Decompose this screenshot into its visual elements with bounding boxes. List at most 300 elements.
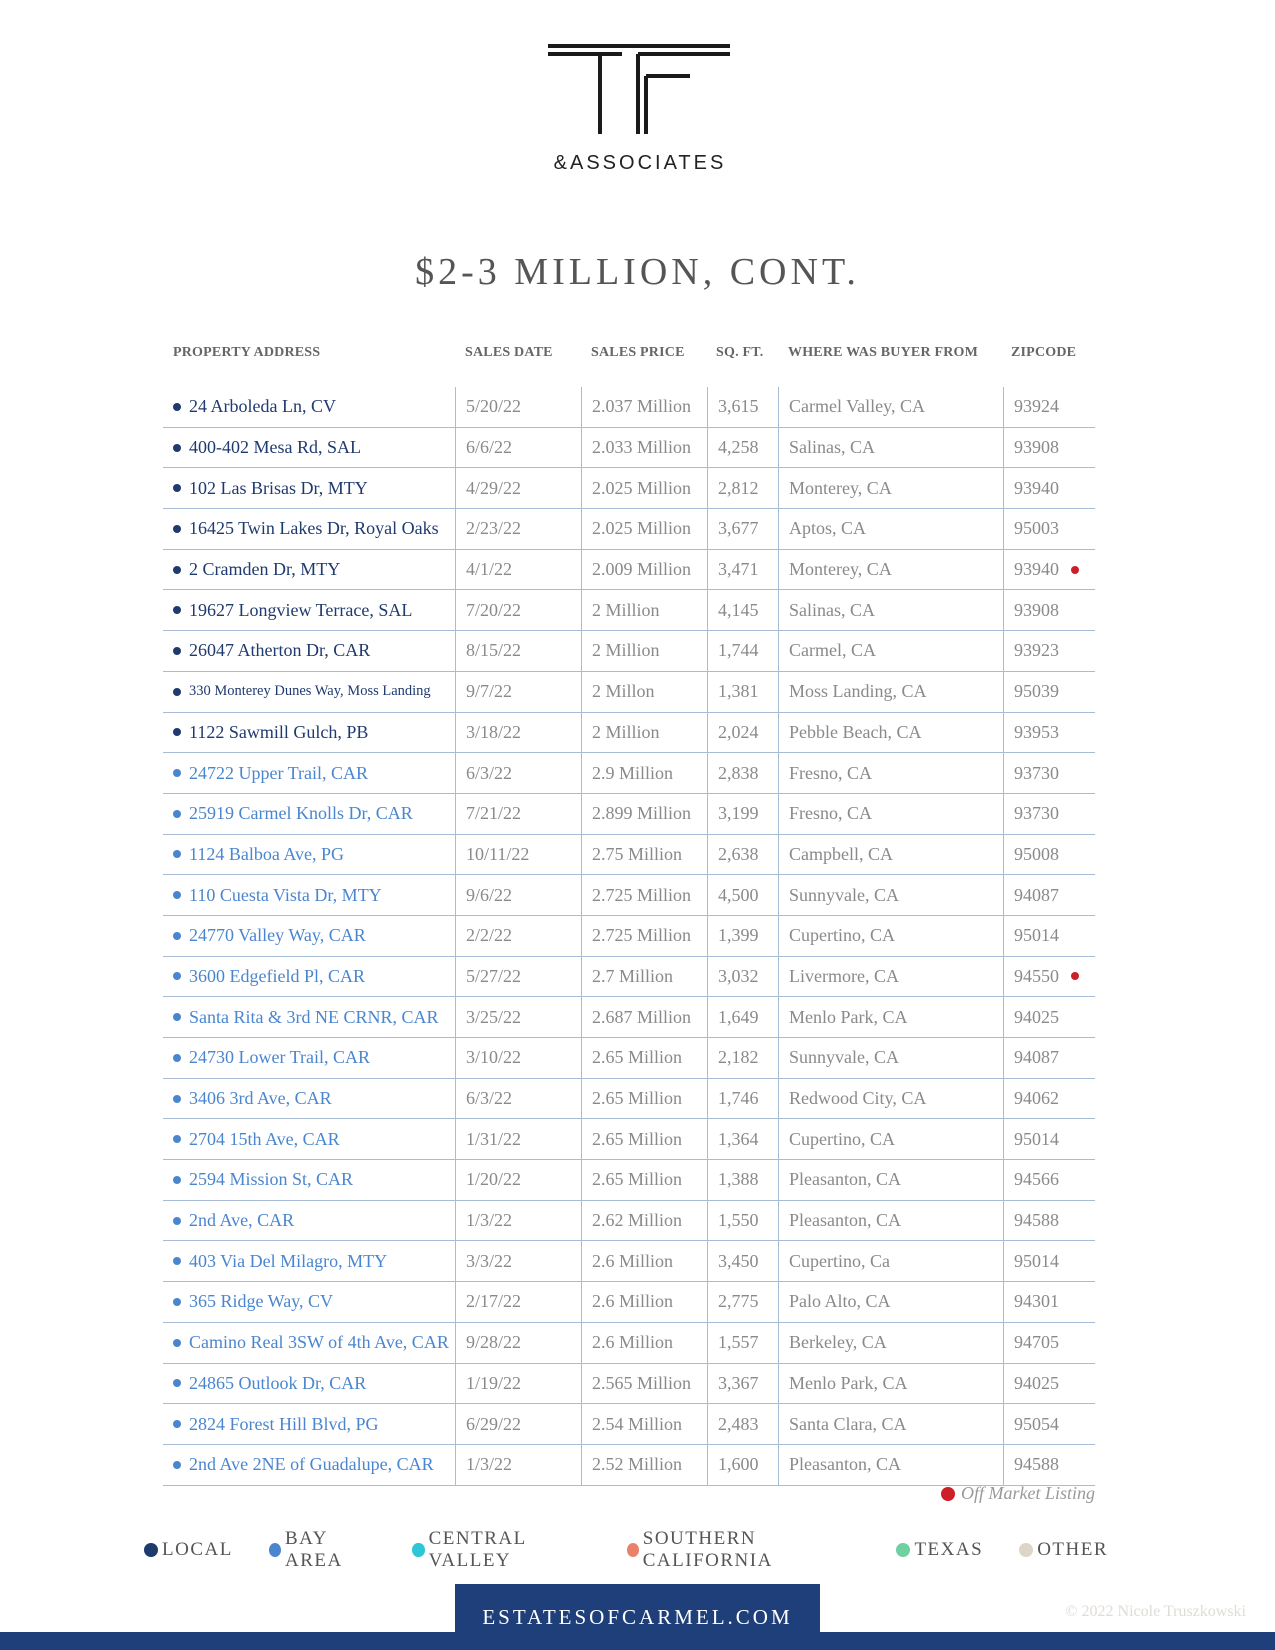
table-row [163,835,1095,876]
buyer-cell: Sunnyvale, CA [778,1038,1003,1078]
legend-label: OTHER [1037,1539,1109,1560]
price-cell: 2.65 Million [581,1119,707,1159]
legend-item [896,1539,983,1561]
date-cell: 6/29/22 [455,1404,581,1444]
zip-cell [1003,957,1095,997]
table-row [163,997,1095,1038]
sqft-cell: 1,744 [707,631,778,671]
zip-text: 93953 [1014,721,1059,742]
price-cell: 2 Millon [581,672,707,712]
date-cell: 3/18/22 [455,713,581,753]
date-cell: 1/20/22 [455,1160,581,1200]
sqft-cell: 3,450 [707,1241,778,1281]
date-cell: 4/29/22 [455,468,581,508]
legend-item [1019,1539,1108,1561]
price-cell: 2.65 Million [581,1160,707,1200]
zip-cell [1003,1282,1095,1322]
date-cell: 1/3/22 [455,1445,581,1485]
price-cell: 2.65 Million [581,1079,707,1119]
zip-text: 93908 [1014,437,1059,458]
address-cell [163,1323,455,1363]
region-dot-icon [173,891,181,899]
sqft-cell: 2,483 [707,1404,778,1444]
column-header-buyer: WHERE WAS BUYER FROM [788,345,979,360]
legend-label: BAY AREA [285,1528,343,1571]
zip-text: 95039 [1014,681,1059,702]
address-text: 19627 Longview Terrace, SAL [189,599,413,620]
region-dot-icon [173,972,181,980]
sqft-cell: 1,649 [707,997,778,1037]
sqft-cell: 2,838 [707,753,778,793]
zip-text: 94550 [1014,965,1059,986]
column-header-price: SALES PRICE [591,345,685,360]
address-cell [163,428,455,468]
legend-label: SOUTHERN CALIFORNIA [642,1528,773,1571]
sqft-cell: 4,258 [707,428,778,468]
price-cell: 2.6 Million [581,1241,707,1281]
address-cell [163,631,455,671]
address-cell [163,1445,455,1485]
table-row [163,713,1095,754]
address-text: 3600 Edgefield Pl, CAR [189,965,365,986]
date-cell: 3/25/22 [455,997,581,1037]
region-dot-icon [173,403,181,411]
address-text: 365 Ridge Way, CV [189,1291,334,1312]
buyer-cell: Salinas, CA [778,428,1003,468]
region-dot-icon [173,484,181,492]
address-text: 24730 Lower Trail, CAR [189,1047,371,1068]
region-dot-icon [173,688,181,696]
buyer-cell: Salinas, CA [778,590,1003,630]
region-dot-icon [173,525,181,533]
sqft-cell: 3,677 [707,509,778,549]
address-cell [163,916,455,956]
date-cell: 1/3/22 [455,1201,581,1241]
date-cell: 2/17/22 [455,1282,581,1322]
sqft-cell: 3,471 [707,550,778,590]
price-cell: 2.033 Million [581,428,707,468]
date-cell: 3/10/22 [455,1038,581,1078]
zip-text: 94566 [1014,1169,1059,1190]
column-header-date: SALES DATE [465,345,553,360]
off-market-dot-icon [1071,972,1079,980]
zip-text: 93940 [1014,559,1059,580]
region-dot-icon [173,647,181,655]
address-cell [163,1282,455,1322]
address-cell [163,672,455,712]
address-cell [163,1364,455,1404]
company-logo [540,40,740,180]
region-dot-icon [173,1461,181,1469]
zip-text: 93924 [1014,396,1059,417]
address-text: 24865 Outlook Dr, CAR [189,1372,367,1393]
date-cell: 10/11/22 [455,835,581,875]
legend-item [144,1539,233,1561]
date-cell: 9/6/22 [455,875,581,915]
table-row [163,672,1095,713]
zip-cell [1003,1160,1095,1200]
table-header [163,345,1095,367]
buyer-cell: Menlo Park, CA [778,1364,1003,1404]
price-cell: 2 Million [581,713,707,753]
sqft-cell: 3,367 [707,1364,778,1404]
zip-text: 94087 [1014,1047,1059,1068]
address-cell [163,835,455,875]
table-body [163,387,1095,1486]
buyer-cell: Fresno, CA [778,794,1003,834]
table-row [163,1364,1095,1405]
region-dot-icon [173,1054,181,1062]
zip-cell [1003,835,1095,875]
region-dot-icon [173,769,181,777]
address-cell [163,468,455,508]
sqft-cell: 1,557 [707,1323,778,1363]
sqft-cell: 1,364 [707,1119,778,1159]
region-legend [144,1528,1144,1572]
page-title: $2-3 MILLION, CONT. [415,251,860,293]
table-row [163,468,1095,509]
date-cell: 6/3/22 [455,753,581,793]
legend-dot-icon [896,1543,910,1557]
table-row [163,1038,1095,1079]
zip-cell [1003,1038,1095,1078]
date-cell: 9/28/22 [455,1323,581,1363]
sales-table [163,345,1095,1486]
buyer-cell: Sunnyvale, CA [778,875,1003,915]
address-text: 2824 Forest Hill Blvd, PG [189,1413,379,1434]
buyer-cell: Cupertino, CA [778,1119,1003,1159]
address-cell [163,753,455,793]
date-cell: 4/1/22 [455,550,581,590]
column-header-zip: ZIPCODE [1011,345,1077,360]
zip-cell [1003,631,1095,671]
sqft-cell: 1,381 [707,672,778,712]
buyer-cell: Palo Alto, CA [778,1282,1003,1322]
sqft-cell: 1,388 [707,1160,778,1200]
buyer-cell: Carmel Valley, CA [778,387,1003,427]
price-cell: 2.687 Million [581,997,707,1037]
sqft-cell: 3,032 [707,957,778,997]
legend-dot-icon [627,1543,639,1557]
zip-text: 94588 [1014,1210,1059,1231]
legend-label: CENTRAL VALLEY [428,1528,527,1571]
address-cell [163,713,455,753]
price-cell: 2 Million [581,631,707,671]
address-text: 26047 Atherton Dr, CAR [189,640,371,661]
zip-text: 93730 [1014,803,1059,824]
zip-text: 94025 [1014,1372,1059,1393]
address-text: 400-402 Mesa Rd, SAL [189,437,361,458]
legend-label: TEXAS [914,1539,984,1560]
date-cell: 5/27/22 [455,957,581,997]
table-row [163,1119,1095,1160]
region-dot-icon [173,1176,181,1184]
address-text: 330 Monterey Dunes Way, Moss Landing [189,683,431,700]
price-cell: 2.7 Million [581,957,707,997]
sqft-cell: 1,399 [707,916,778,956]
region-dot-icon [173,606,181,614]
zip-text: 94705 [1014,1332,1059,1353]
website-link[interactable]: ESTATESOFCARMEL.COM [455,1584,820,1650]
sqft-cell: 2,638 [707,835,778,875]
sqft-cell: 2,812 [707,468,778,508]
table-row [163,1323,1095,1364]
price-cell: 2.025 Million [581,468,707,508]
date-cell: 9/7/22 [455,672,581,712]
price-cell: 2.62 Million [581,1201,707,1241]
address-cell [163,1404,455,1444]
sqft-cell: 1,746 [707,1079,778,1119]
zip-cell [1003,1079,1095,1119]
date-cell: 8/15/22 [455,631,581,671]
legend-item [269,1528,377,1572]
address-cell [163,550,455,590]
legend-item [412,1528,590,1572]
table-row [163,1404,1095,1445]
address-cell [163,387,455,427]
off-market-note [941,1483,1095,1504]
buyer-cell: Monterey, CA [778,468,1003,508]
buyer-cell: Aptos, CA [778,509,1003,549]
date-cell: 1/31/22 [455,1119,581,1159]
table-row [163,794,1095,835]
address-text: 2594 Mission St, CAR [189,1169,354,1190]
address-text: 24722 Upper Trail, CAR [189,762,369,783]
price-cell: 2 Million [581,590,707,630]
zip-text: 95008 [1014,843,1059,864]
zip-cell [1003,387,1095,427]
buyer-cell: Fresno, CA [778,753,1003,793]
address-text: 102 Las Brisas Dr, MTY [189,477,368,498]
legend-item [627,1528,861,1572]
table-row [163,1201,1095,1242]
table-row [163,509,1095,550]
address-text: 2nd Ave, CAR [189,1210,295,1231]
off-market-dot-icon [1071,566,1079,574]
address-cell [163,997,455,1037]
address-cell [163,1160,455,1200]
price-cell: 2.54 Million [581,1404,707,1444]
buyer-cell: Carmel, CA [778,631,1003,671]
price-cell: 2.009 Million [581,550,707,590]
price-cell: 2.037 Million [581,387,707,427]
zip-text: 94087 [1014,884,1059,905]
buyer-cell: Cupertino, Ca [778,1241,1003,1281]
buyer-cell: Pebble Beach, CA [778,713,1003,753]
legend-dot-icon [144,1543,158,1557]
buyer-cell: Livermore, CA [778,957,1003,997]
zip-cell [1003,672,1095,712]
table-row [163,590,1095,631]
address-text: 2nd Ave 2NE of Guadalupe, CAR [189,1454,434,1475]
zip-cell [1003,590,1095,630]
sqft-cell: 1,600 [707,1445,778,1485]
zip-cell [1003,875,1095,915]
region-dot-icon [173,1095,181,1103]
zip-cell [1003,1241,1095,1281]
zip-text: 93923 [1014,640,1059,661]
zip-cell [1003,997,1095,1037]
date-cell: 6/6/22 [455,428,581,468]
zip-cell [1003,1119,1095,1159]
address-cell [163,1201,455,1241]
zip-text: 93908 [1014,599,1059,620]
buyer-cell: Pleasanton, CA [778,1201,1003,1241]
date-cell: 3/3/22 [455,1241,581,1281]
buyer-cell: Campbell, CA [778,835,1003,875]
legend-dot-icon [412,1543,424,1557]
zip-cell [1003,428,1095,468]
zip-text: 95014 [1014,925,1059,946]
address-cell [163,957,455,997]
address-text: 25919 Carmel Knolls Dr, CAR [189,803,413,824]
zip-text: 93940 [1014,477,1059,498]
zip-cell [1003,794,1095,834]
zip-cell [1003,1201,1095,1241]
legend-dot-icon [269,1543,281,1557]
date-cell: 1/19/22 [455,1364,581,1404]
region-dot-icon [173,1420,181,1428]
table-row [163,1445,1095,1486]
table-row [163,875,1095,916]
buyer-cell: Monterey, CA [778,550,1003,590]
table-row [163,1160,1095,1201]
sqft-cell: 2,182 [707,1038,778,1078]
zip-cell [1003,753,1095,793]
address-cell [163,509,455,549]
buyer-cell: Pleasanton, CA [778,1445,1003,1485]
zip-text: 93730 [1014,762,1059,783]
buyer-cell: Santa Clara, CA [778,1404,1003,1444]
price-cell: 2.6 Million [581,1323,707,1363]
region-dot-icon [173,1135,181,1143]
zip-cell [1003,509,1095,549]
address-cell [163,1038,455,1078]
buyer-cell: Redwood City, CA [778,1079,1003,1119]
sqft-cell: 2,024 [707,713,778,753]
buyer-cell: Pleasanton, CA [778,1160,1003,1200]
buyer-cell: Menlo Park, CA [778,997,1003,1037]
off-market-label: Off Market Listing [961,1483,1095,1503]
buyer-cell: Berkeley, CA [778,1323,1003,1363]
address-cell [163,794,455,834]
zip-cell [1003,1323,1095,1363]
address-text: Santa Rita & 3rd NE CRNR, CAR [189,1006,439,1027]
address-text: 2 Cramden Dr, MTY [189,559,341,580]
zip-cell [1003,550,1095,590]
date-cell: 7/21/22 [455,794,581,834]
price-cell: 2.025 Million [581,509,707,549]
price-cell: 2.725 Million [581,875,707,915]
address-text: 24770 Valley Way, CAR [189,925,366,946]
region-dot-icon [173,850,181,858]
address-text: 16425 Twin Lakes Dr, Royal Oaks [189,518,439,539]
zip-text: 95014 [1014,1128,1059,1149]
address-cell [163,1241,455,1281]
region-dot-icon [173,810,181,818]
sqft-cell: 3,615 [707,387,778,427]
region-dot-icon [173,566,181,574]
column-header-sqft: SQ. FT. [716,345,764,360]
table-row [163,550,1095,591]
zip-text: 95014 [1014,1250,1059,1271]
address-cell [163,590,455,630]
address-text: 1124 Balboa Ave, PG [189,843,344,864]
region-dot-icon [173,444,181,452]
copyright-text: © 2022 Nicole Truszkowski [1065,1603,1246,1620]
address-text: 3406 3rd Ave, CAR [189,1088,332,1109]
table-row [163,957,1095,998]
date-cell: 5/20/22 [455,387,581,427]
price-cell: 2.6 Million [581,1282,707,1322]
column-header-address: PROPERTY ADDRESS [173,345,321,360]
table-row [163,753,1095,794]
price-cell: 2.65 Million [581,1038,707,1078]
date-cell: 2/23/22 [455,509,581,549]
table-row [163,1241,1095,1282]
address-text: 403 Via Del Milagro, MTY [189,1250,388,1271]
region-dot-icon [173,728,181,736]
zip-cell [1003,916,1095,956]
address-text: Camino Real 3SW of 4th Ave, CAR [189,1332,449,1353]
table-row [163,631,1095,672]
region-dot-icon [173,1013,181,1021]
table-row [163,1079,1095,1120]
date-cell: 6/3/22 [455,1079,581,1119]
logo-subtitle: &ASSOCIATES [553,152,727,174]
table-row [163,428,1095,469]
zip-text: 94025 [1014,1006,1059,1027]
date-cell: 2/2/22 [455,916,581,956]
zip-cell [1003,1364,1095,1404]
price-cell: 2.75 Million [581,835,707,875]
buyer-cell: Moss Landing, CA [778,672,1003,712]
sqft-cell: 2,775 [707,1282,778,1322]
date-cell: 7/20/22 [455,590,581,630]
price-cell: 2.725 Million [581,916,707,956]
address-text: 24 Arboleda Ln, CV [189,396,336,417]
legend-dot-icon [1019,1543,1033,1557]
sqft-cell: 3,199 [707,794,778,834]
zip-cell [1003,468,1095,508]
address-cell [163,1119,455,1159]
zip-text: 94588 [1014,1454,1059,1475]
zip-cell [1003,713,1095,753]
zip-text: 94062 [1014,1088,1059,1109]
price-cell: 2.899 Million [581,794,707,834]
price-cell: 2.52 Million [581,1445,707,1485]
region-dot-icon [173,1257,181,1265]
sqft-cell: 4,145 [707,590,778,630]
zip-text: 95054 [1014,1413,1059,1434]
table-row [163,387,1095,428]
sqft-cell: 4,500 [707,875,778,915]
legend-label: LOCAL [162,1539,233,1560]
sqft-cell: 1,550 [707,1201,778,1241]
price-cell: 2.9 Million [581,753,707,793]
address-cell [163,1079,455,1119]
price-cell: 2.565 Million [581,1364,707,1404]
tf-monogram-icon [540,40,740,140]
region-dot-icon [173,1339,181,1347]
zip-cell [1003,1404,1095,1444]
table-row [163,1282,1095,1323]
address-text: 1122 Sawmill Gulch, PB [189,721,369,742]
region-dot-icon [173,1298,181,1306]
zip-text: 94301 [1014,1291,1059,1312]
region-dot-icon [173,1217,181,1225]
zip-cell [1003,1445,1095,1485]
